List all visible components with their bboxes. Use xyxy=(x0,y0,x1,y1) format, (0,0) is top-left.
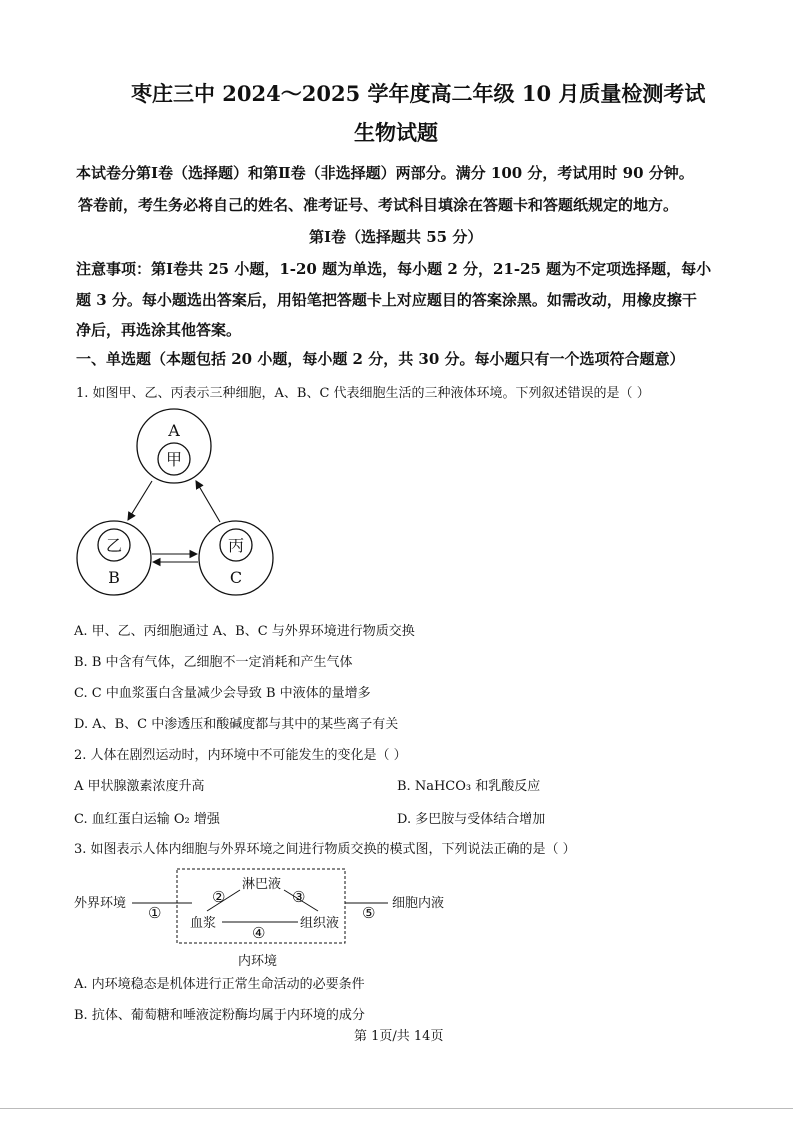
exam-subtitle: 生物试题 xyxy=(354,120,438,145)
part1-heading: 第Ⅰ卷（选择题共 55 分） xyxy=(309,228,483,246)
num-3: ③ xyxy=(292,888,306,906)
q2-option-b: B. NaHCO₃ 和乳酸反应 xyxy=(397,779,541,794)
exam-title: 枣庄三中 2024～2025 学年度高二年级 10 月质量检测考试 xyxy=(131,81,706,106)
q2-option-a: A 甲状腺激素浓度升高 xyxy=(74,779,205,794)
lymph-label: 淋巴液 xyxy=(242,877,282,892)
num-5: ⑤ xyxy=(362,904,376,922)
q1-cell-diagram xyxy=(70,405,285,605)
notice-line-1: 注意事项：第Ⅰ卷共 25 小题，1-20 题为单选，每小题 2 分，21-25 题为不定项选择题，每小 xyxy=(76,260,712,278)
q1-option-b: B. B 中含有气体，乙细胞不一定消耗和产生气体 xyxy=(74,655,353,670)
fluid-a-label: A xyxy=(168,421,180,440)
cell-bing-label: 丙 xyxy=(227,536,245,555)
intro-line-2: 答卷前，考生务必将自己的姓名、准考证号、考试科目填涂在答题卡和答题纸规定的地方。 xyxy=(78,196,679,214)
q1-stem: 1. 如图甲、乙、丙表示三种细胞，A、B、C 代表细胞生活的三种液体环境。下列叙述错误的是（ ） xyxy=(76,386,650,401)
cell-jia-label: 甲 xyxy=(165,450,183,469)
page-bottom-rule xyxy=(0,1108,793,1109)
q3-option-a: A. 内环境稳态是机体进行正常生命活动的必要条件 xyxy=(74,977,365,992)
notice-line-2: 题 3 分。每小题选出答案后，用铅笔把答题卡上对应题目的答案涂黑。如需改动，用橡皮擦干 xyxy=(76,291,697,309)
page-number: 第 1页/共 14页 xyxy=(354,1029,444,1044)
q1-option-a: A. 甲、乙、丙细胞通过 A、B、C 与外界环境进行物质交换 xyxy=(74,624,415,639)
fluid-b-label: B xyxy=(108,568,120,587)
q3-stem: 3. 如图表示人体内细胞与外界环境之间进行物质交换的模式图，下列说法正确的是（ ） xyxy=(74,842,576,857)
num-4: ④ xyxy=(252,924,266,942)
q1-option-d: D. A、B、C 中渗透压和酸碱度都与其中的某些离子有关 xyxy=(74,717,399,732)
fluid-c-label: C xyxy=(229,568,243,587)
cell-yi-label: 乙 xyxy=(105,536,123,555)
section-heading: 一、单选题（本题包括 20 小题，每小题 2 分，共 30 分。每小题只有一个选项符合题意） xyxy=(76,350,685,368)
plasma-label: 血浆 xyxy=(190,916,217,931)
q2-option-d: D. 多巴胺与受体结合增加 xyxy=(397,812,546,827)
num-2: ② xyxy=(212,888,226,906)
q3-exchange-diagram xyxy=(70,862,470,972)
q2-option-c: C. 血红蛋白运输 O₂ 增强 xyxy=(74,812,220,827)
outside-env-label: 外界环境 xyxy=(74,896,127,911)
intracellular-label: 细胞内液 xyxy=(392,896,445,911)
num-1: ① xyxy=(148,904,162,922)
arrow-a-to-b xyxy=(128,481,152,520)
tissue-fluid-label: 组织液 xyxy=(300,916,340,931)
q2-stem: 2. 人体在剧烈运动时，内环境中不可能发生的变化是（ ） xyxy=(74,748,407,763)
notice-line-3: 净后，再选涂其他答案。 xyxy=(76,321,242,339)
arrow-c-to-a xyxy=(196,481,220,522)
q1-option-c: C. C 中血浆蛋白含量减少会导致 B 中液体的量增多 xyxy=(74,686,371,701)
internal-env-label: 内环境 xyxy=(238,954,278,969)
intro-line-1: 本试卷分第Ⅰ卷（选择题）和第Ⅱ卷（非选择题）两部分。满分 100 分，考试用时 90 分钟。 xyxy=(76,164,694,182)
q3-option-b: B. 抗体、葡萄糖和唾液淀粉酶均属于内环境的成分 xyxy=(74,1008,365,1023)
